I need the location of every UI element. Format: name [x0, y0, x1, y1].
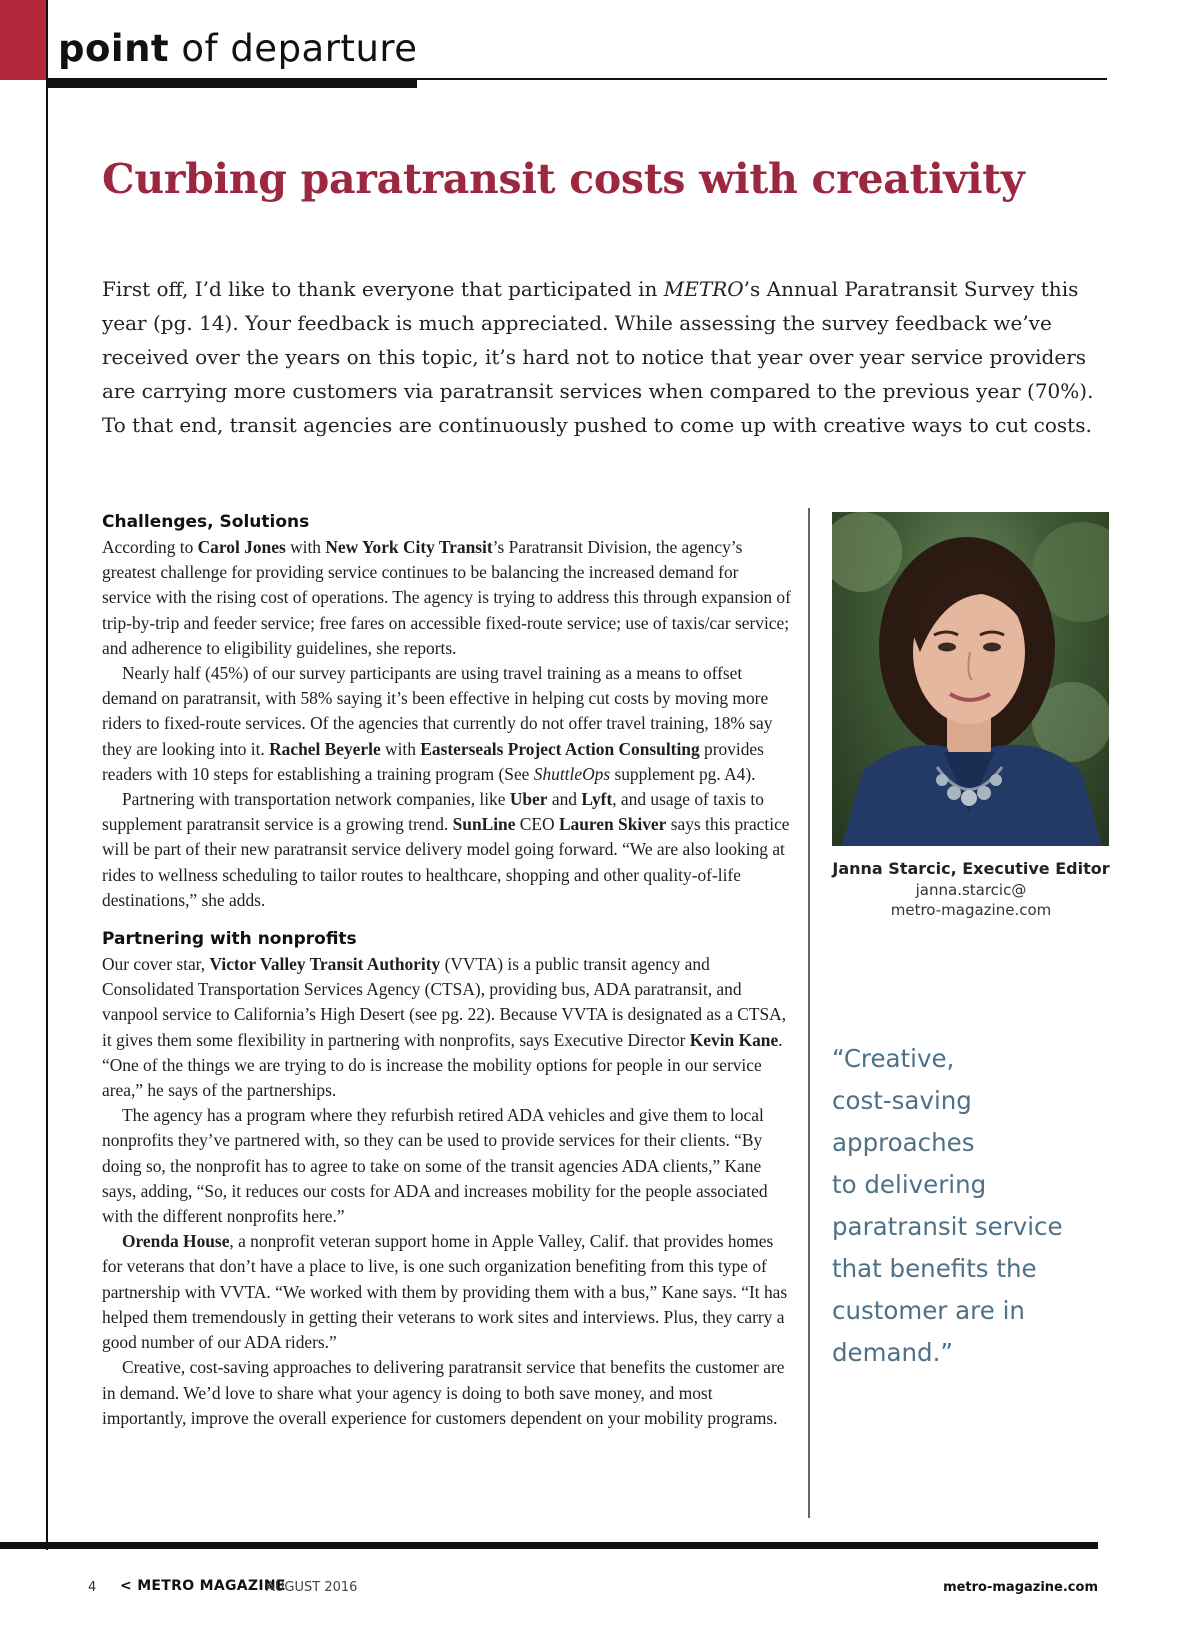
portrait-illustration [832, 512, 1109, 846]
pull-quote-line: cost-saving [832, 1086, 972, 1115]
website-link[interactable]: metro-magazine.com [943, 1580, 1098, 1595]
author-photo [832, 512, 1109, 846]
article-title: Curbing paratransit costs with creativity [102, 155, 1025, 203]
issue-date: AUGUST 2016 [266, 1580, 358, 1595]
publication-name: < METRO MAGAZINE [120, 1578, 286, 1594]
header-thin-rule [417, 78, 1107, 80]
pull-quote-line: demand.” [832, 1338, 954, 1367]
section-heading-challenges: Challenges, Solutions [102, 512, 310, 532]
page-left-rule [46, 0, 48, 1550]
paragraph: Nearly half (45%) of our survey participants are using travel training as a means to offset demand on paratransit, with 58% saying it’s been effective in helping cut costs by moving more riders to fixed-route services. Of the agencies that currently do not offer travel training, 18% say they are looking into it. Rachel Beyerle with Easterseals Project Action Consulting provides readers with 10 steps for establishing a training program (See ShuttleOps supplement pg. A4). [102, 663, 773, 784]
page-number: 4 [88, 1580, 97, 1595]
article-lede: First off, I’d like to thank everyone that participated in METRO’s Annual Paratransit Survey this year (pg. 14). Your feedback is much appreciated. While assessing the survey feedback we’ve received over the years on this topic, it’s hard not to notice that year over year service providers are carrying more customers via paratransit services when compared to the previous year (70%). To that end, transit agencies are continuously pushed to come up with creative ways to cut costs. [102, 277, 1094, 437]
pull-quote-line: customer are in [832, 1296, 1025, 1325]
pull-quote-line: that benefits the [832, 1254, 1037, 1283]
paragraph: The agency has a program where they refurbish retired ADA vehicles and give them to local nonprofits they’ve partnered with, so they can be used to provide services for their clients. “By doing so, the nonprofit has to agree to take on some of the transit agencies ADA clients,” Kane says, adding, “So, it reduces our costs for ADA and increases mobility for the people associated with the different nonprofits here.” [102, 1105, 768, 1227]
section-heading-nonprofits: Partnering with nonprofits [102, 929, 357, 950]
section-header-rest: of departure [181, 27, 418, 70]
section-header-bold: point [58, 27, 170, 70]
paragraph: Partnering with transportation network companies, like Uber and Lyft, and usage of taxis to supplement paratransit service is a growing trend. SunLine CEO Lauren Skiver says this practice will be part of their new paratransit service delivery model going forward. “We are also looking at rides to wellness scheduling to tailor routes to healthcare, shopping and other quality-of-life destinations,” she adds. [102, 789, 790, 910]
paragraph: Our cover star, Victor Valley Transit Authority (VVTA) is a public transit agency and Consolidated Transportation Services Agency (CTSA), providing bus, ADA paratransit, and vanpool service to California’s High Desert (see pg. 22). Because VVTA is designated as a CTSA, it gives them some flexibility in partnering with nonprofits, says Executive Director Kevin Kane. “One of the things we are trying to do is increase the mobility options for people in our service area,” he says of the partnerships. [102, 954, 787, 1101]
footer-rule [0, 1542, 1098, 1549]
caption-email-line1: janna.starcic@ [915, 881, 1027, 899]
column-divider [808, 508, 810, 1518]
pull-quote-line: “Creative, [832, 1044, 955, 1073]
caption-name: Janna Starcic, Executive Editor [832, 859, 1110, 878]
section-header [58, 27, 418, 70]
pull-quote-line: to delivering [832, 1170, 987, 1199]
pull-quote [832, 1038, 1112, 1374]
pull-quote-line: paratransit service [832, 1212, 1063, 1241]
photo-caption [826, 858, 1116, 920]
paragraph: Creative, cost-saving approaches to delivering paratransit service that benefits the customer are in demand. We’d love to share what your agency is doing to both save money, and most importantly, improve the overall experience for customers dependent on your mobility programs. [102, 1357, 785, 1428]
header-thick-rule [47, 78, 417, 88]
paragraph: Orenda House, a nonprofit veteran support home in Apple Valley, Calif. that provides homes for veterans that don’t have a place to live, is one such organization benefiting from this type of partnership with VVTA. “We worked with them by providing them with a bus,” Kane says. “It has helped them tremendously in getting their veterans to work sites and interviews. Plus, they carry a good number of our ADA riders.” [102, 1231, 788, 1353]
section-color-tab [0, 0, 47, 80]
article-body [102, 510, 792, 1431]
caption-email-line2: metro-magazine.com [890, 901, 1052, 919]
metro-italic: METRO [663, 277, 744, 301]
paragraph: According to Carol Jones with New York City Transit’s Paratransit Division, the agency’s greatest challenge for providing service continues to be balancing the increased demand for service with the rising cost of operations. The agency is trying to address this through expansion of trip-by-trip and feeder service; free fares on accessible fixed-route service; use of taxis/car service; and adherence to eligibility guidelines, she reports. [102, 537, 791, 658]
pull-quote-line: approaches [832, 1128, 975, 1157]
